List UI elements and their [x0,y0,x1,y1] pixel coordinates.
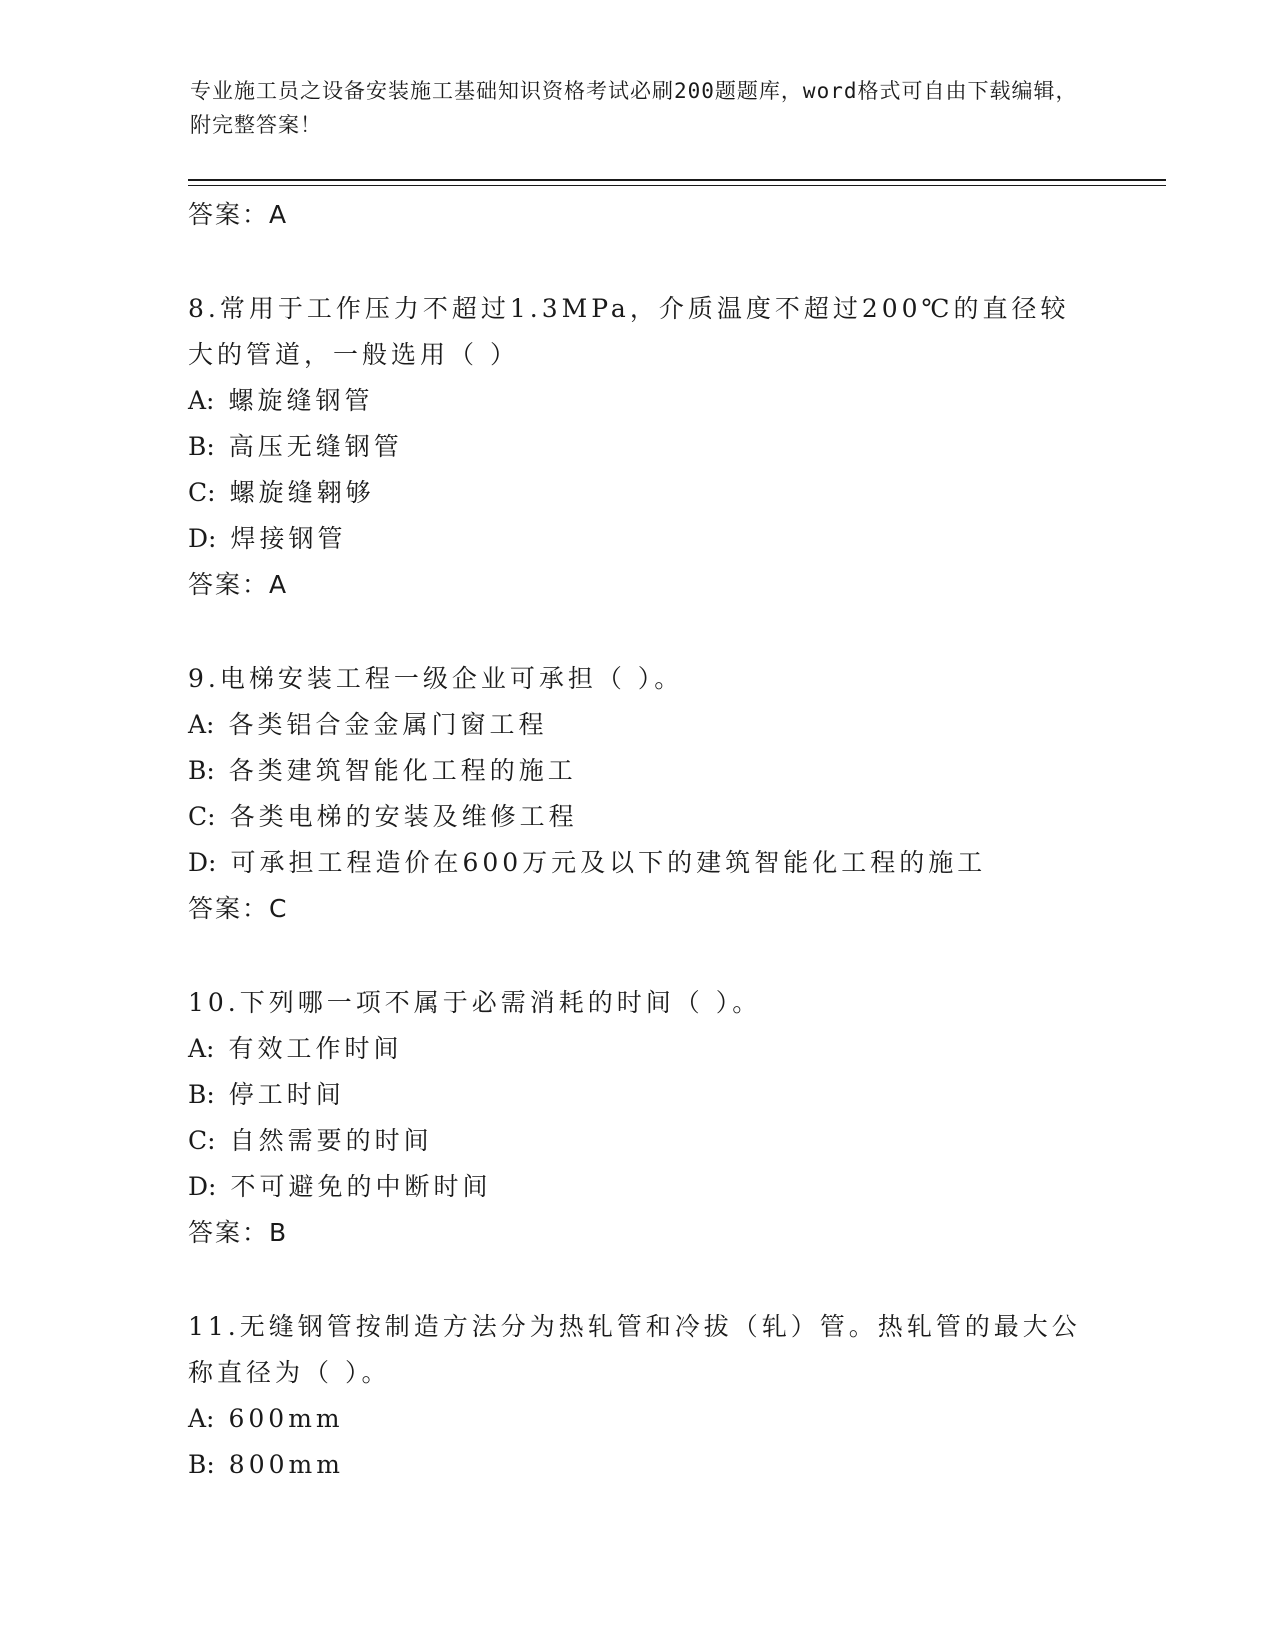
option-text: 各类建筑智能化工程的施工 [228,756,577,785]
option-text: 高压无缝钢管 [228,432,403,461]
option-letter: B: [188,432,215,461]
option-text: 自然需要的时间 [229,1126,433,1155]
option-d [188,1164,1088,1210]
option-d [188,840,1088,886]
option-c [188,1118,1088,1164]
option-text: 螺旋缝翱够 [229,478,375,507]
option-letter: A: [188,710,215,739]
option-text: 各类铝合金金属门窗工程 [228,710,548,739]
option-text: 可承担工程造价在600万元及以下的建筑智能化工程的施工 [230,848,987,877]
question-item [188,656,1088,932]
question-item [188,980,1088,1256]
page-header [190,74,1090,142]
option-d [188,516,1088,562]
question-item [188,286,1088,608]
option-letter: D: [188,1172,217,1201]
option-a [188,1396,1088,1442]
option-text: 600mm [228,1404,344,1433]
option-letter: C: [188,478,216,507]
option-letter: B: [188,1080,215,1109]
option-text: 螺旋缝钢管 [228,386,374,415]
question-text: 9.电梯安装工程一级企业可承担（ ）。 [188,664,684,693]
option-letter: A: [188,1034,215,1063]
option-letter: C: [188,802,216,831]
answer-line: 答案：B [188,1218,289,1247]
option-text: 各类电梯的安装及维修工程 [229,802,578,831]
question-item [188,1304,1088,1488]
option-c [188,794,1088,840]
question-text: 11.无缝钢管按制造方法分为热轧管和冷拔（轧）管。热轧管的最大公称直径为（ ）。 [188,1312,1081,1387]
option-b [188,748,1088,794]
option-b [188,1072,1088,1118]
option-text: 800mm [228,1450,344,1479]
option-letter: D: [188,848,217,877]
option-letter: B: [188,756,215,785]
question-list [188,192,1088,1488]
option-text: 停工时间 [228,1080,345,1109]
option-b [188,424,1088,470]
option-letter: C: [188,1126,216,1155]
option-text: 不可避免的中断时间 [230,1172,492,1201]
header-divider-thin [188,185,1166,186]
option-b [188,1442,1088,1488]
option-letter: B: [188,1450,215,1479]
option-c [188,470,1088,516]
question-text: 8.常用于工作压力不超过1.3MPa，介质温度不超过200℃的直径较大的管道，一般选用（ ） [188,294,1070,369]
answer-line: 答案：A [188,570,289,599]
option-text: 有效工作时间 [228,1034,403,1063]
question-text: 10.下列哪一项不属于必需消耗的时间（ ）。 [188,988,762,1017]
option-letter: A: [188,1404,215,1433]
option-text: 焊接钢管 [230,524,347,553]
header-divider-thick [188,179,1166,181]
option-a [188,702,1088,748]
header-title: 专业施工员之设备安装施工基础知识资格考试必刷200题题库，word格式可自由下载编辑，附完整答案！ [190,79,1078,137]
option-a [188,1026,1088,1072]
answer-line: 答案：A [188,200,289,229]
option-a [188,378,1088,424]
option-letter: A: [188,386,215,415]
answer-line: 答案：C [188,894,289,923]
option-letter: D: [188,524,217,553]
